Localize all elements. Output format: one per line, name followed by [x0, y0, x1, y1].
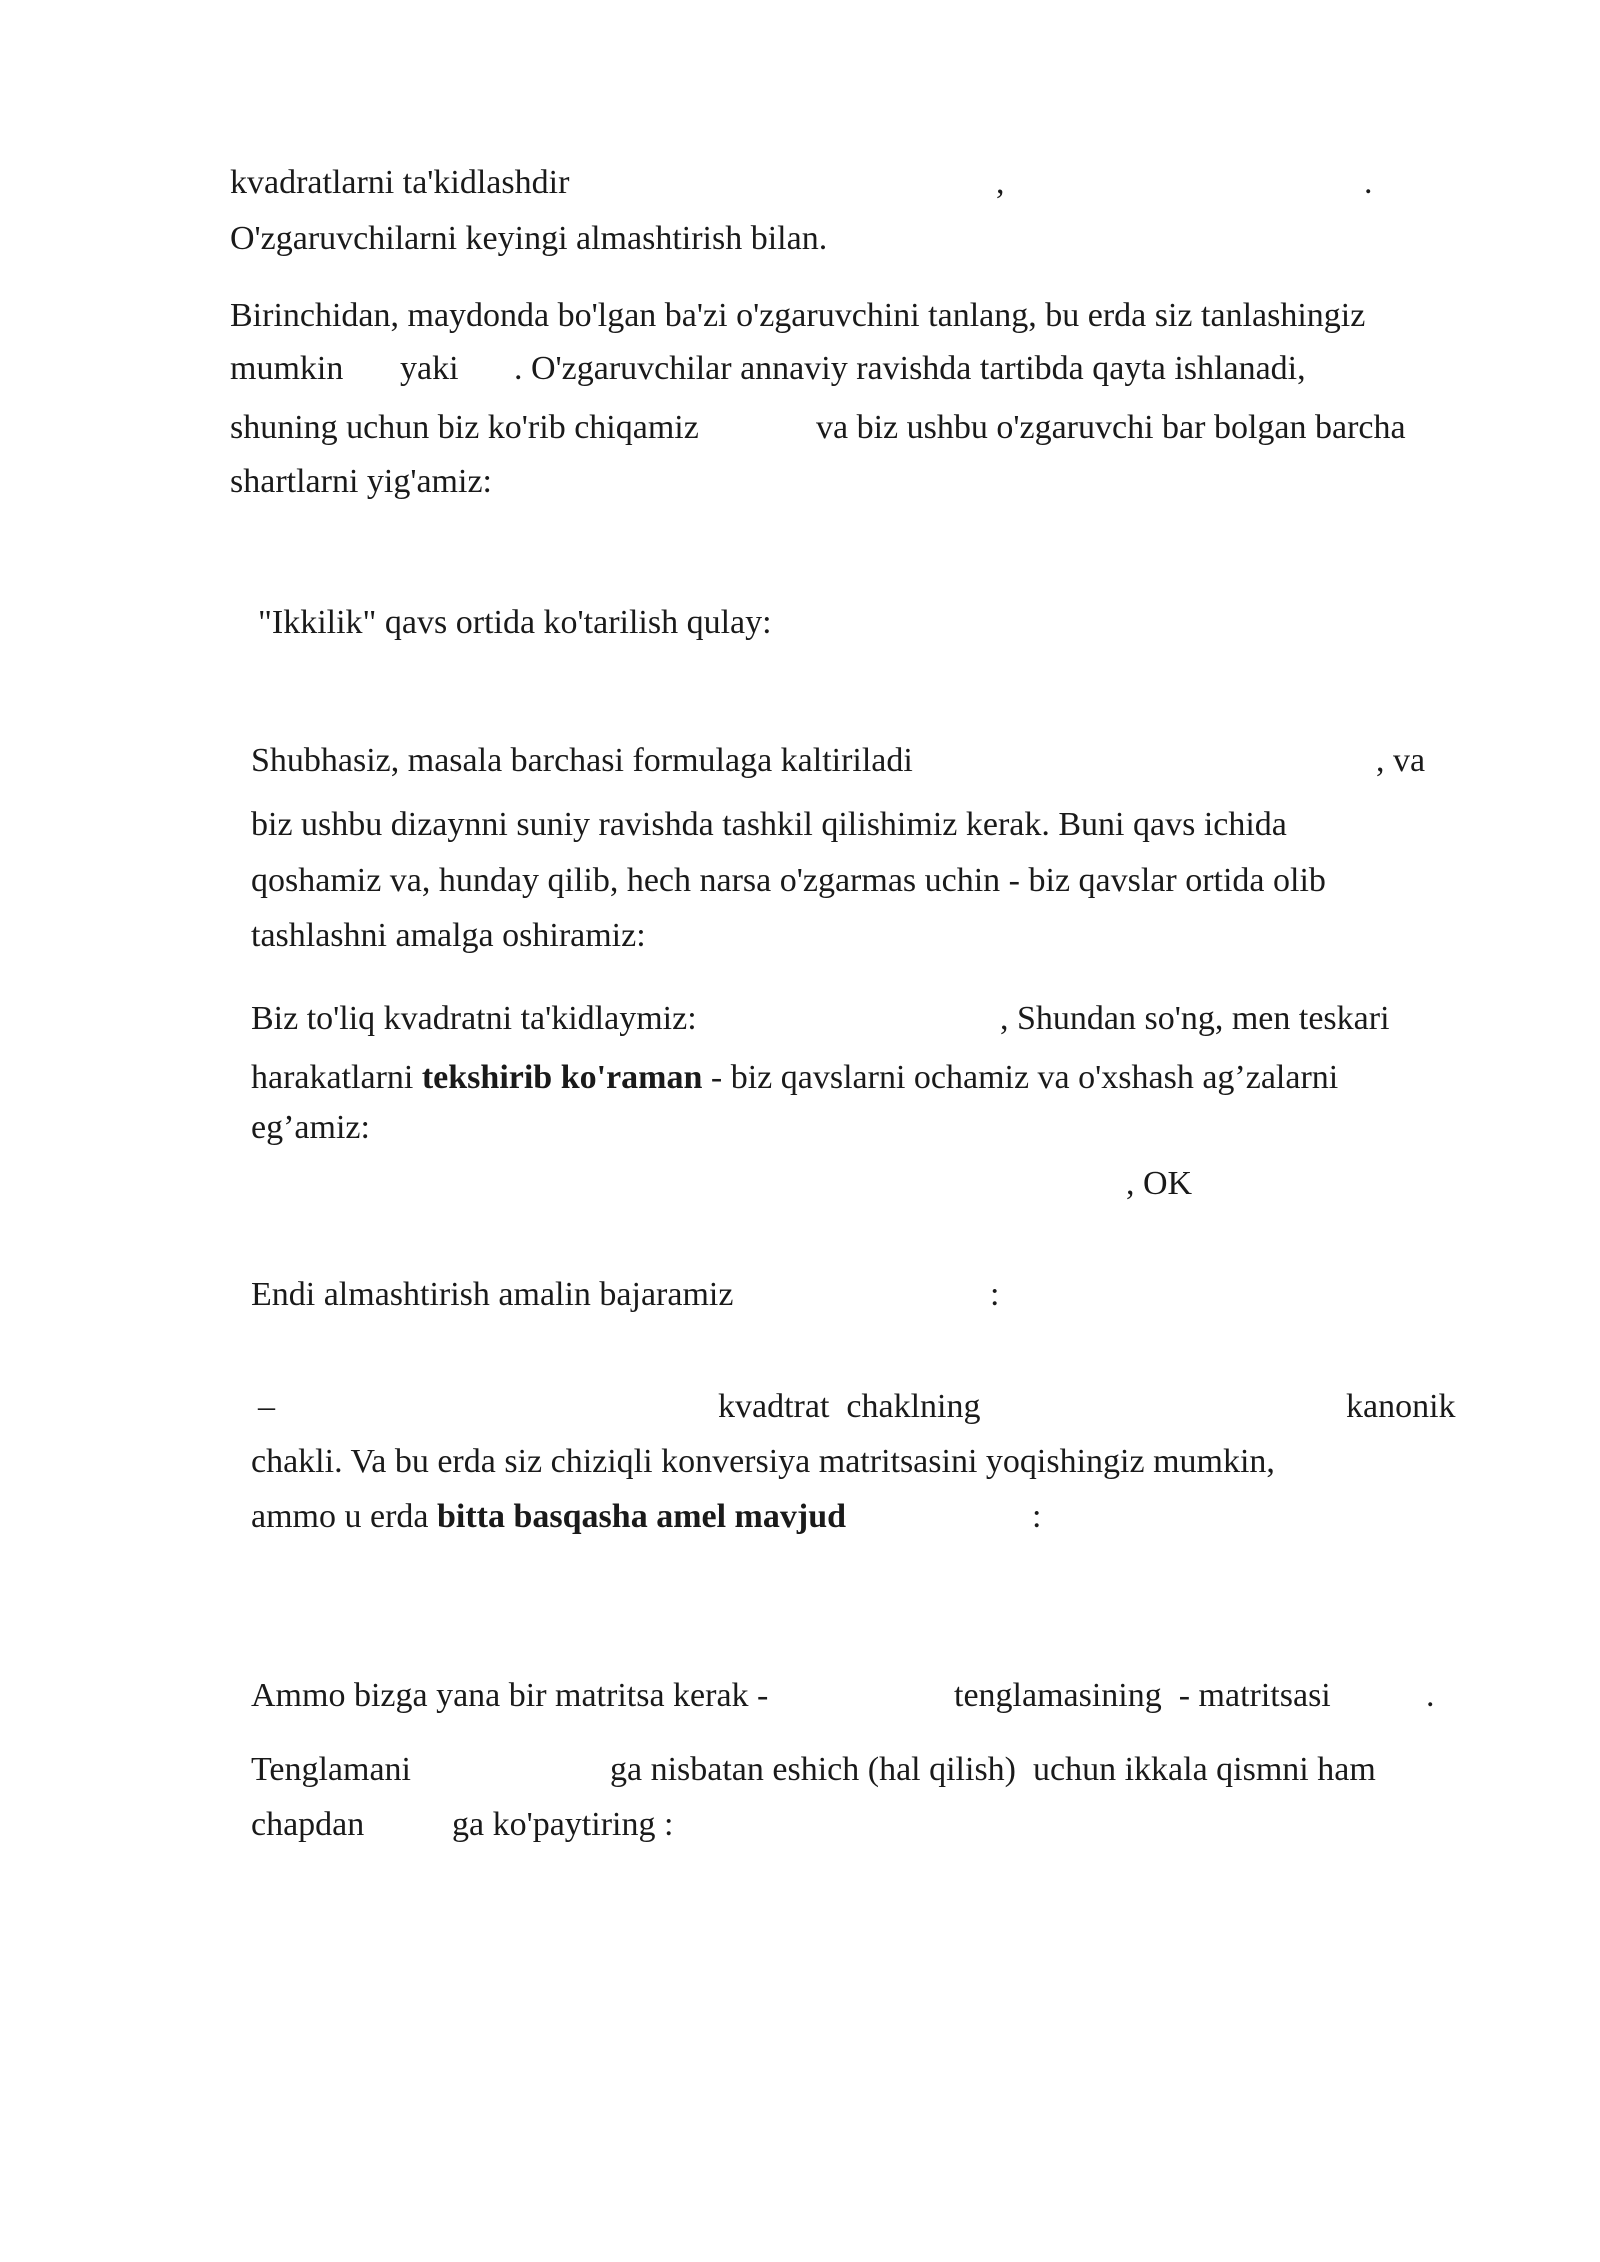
text-line: eg’amiz: [251, 1109, 370, 1146]
text-fragment: kvadtrat chaklning [718, 1388, 981, 1425]
text-line: kvadratlarni ta'kidlashdir [230, 164, 570, 201]
text-fragment: Shubhasiz, masala barchasi formulaga kaltiriladi [251, 742, 913, 779]
bold-text: tekshirib ko'raman [421, 1059, 703, 1096]
text-fragment: , OK [1126, 1165, 1193, 1202]
text-fragment: tenglamasining - matritsasi [954, 1677, 1331, 1714]
text-fragment: , Shundan so'ng, men teskari [1000, 1000, 1390, 1037]
text-fragment: - biz qavslarni ochamiz va o'xshash ag’zalarni [702, 1059, 1339, 1096]
text-line [251, 1061, 1338, 1095]
text-fragment: : [1032, 1498, 1042, 1535]
text-fragment: – [258, 1388, 275, 1425]
text-line: tashlashni amalga oshiramiz: [251, 917, 646, 954]
text-line: "Ikkilik" qavs ortida ko'tarilish qulay: [258, 604, 772, 641]
text-fragment: ga ko'paytiring : [452, 1806, 674, 1843]
text-line: qoshamiz va, hunday qilib, hech narsa o'zgarmas uchin - biz qavslar ortida olib [251, 862, 1326, 899]
text-fragment: harakatlarni [251, 1059, 422, 1096]
bold-text: bitta basqasha amel mavjud [437, 1498, 847, 1535]
text-fragment: . [1426, 1677, 1435, 1714]
text-fragment: , [996, 164, 1005, 201]
text-fragment: . [1364, 164, 1373, 201]
text-fragment: : [990, 1276, 1000, 1313]
text-line: O'zgaruvchilarni keyingi almashtirish bilan. [230, 220, 828, 257]
text-fragment: . O'zgaruvchilar annaviy ravishda tartibda qayta ishlanadi, [514, 350, 1306, 387]
text-fragment: Tenglamani [251, 1751, 412, 1788]
text-fragment: Biz to'liq kvadratni ta'kidlaymiz: [251, 1000, 697, 1037]
text-fragment: va biz ushbu o'zgaruvchi bar bolgan barcha [816, 409, 1406, 446]
text-fragment: ammo u erda [251, 1498, 437, 1535]
text-fragment: kanonik [1346, 1388, 1456, 1425]
text-fragment: ga nisbatan eshich (hal qilish) uchun ikkala qismni ham [610, 1751, 1376, 1788]
text-line: shartlarni yig'amiz: [230, 463, 492, 500]
text-line [251, 1500, 846, 1534]
text-fragment: Endi almashtirish amalin bajaramiz [251, 1276, 734, 1313]
text-fragment: shuning uchun biz ko'rib chiqamiz [230, 409, 699, 446]
text-fragment: yaki [400, 350, 459, 387]
text-fragment: mumkin [230, 350, 344, 387]
text-line: biz ushbu dizaynni suniy ravishda tashkil qilishimiz kerak. Buni qavs ichida [251, 806, 1287, 843]
text-fragment: chapdan [251, 1806, 365, 1843]
text-fragment: Ammo bizga yana bir matritsa kerak - [251, 1677, 769, 1714]
text-line: Birinchidan, maydonda bo'lgan ba'zi o'zgaruvchini tanlang, bu erda siz tanlashingiz [230, 297, 1366, 334]
text-fragment: , va [1376, 742, 1426, 779]
text-line: chakli. Va bu erda siz chiziqli konversiya matritsasini yoqishingiz mumkin, [251, 1443, 1275, 1480]
